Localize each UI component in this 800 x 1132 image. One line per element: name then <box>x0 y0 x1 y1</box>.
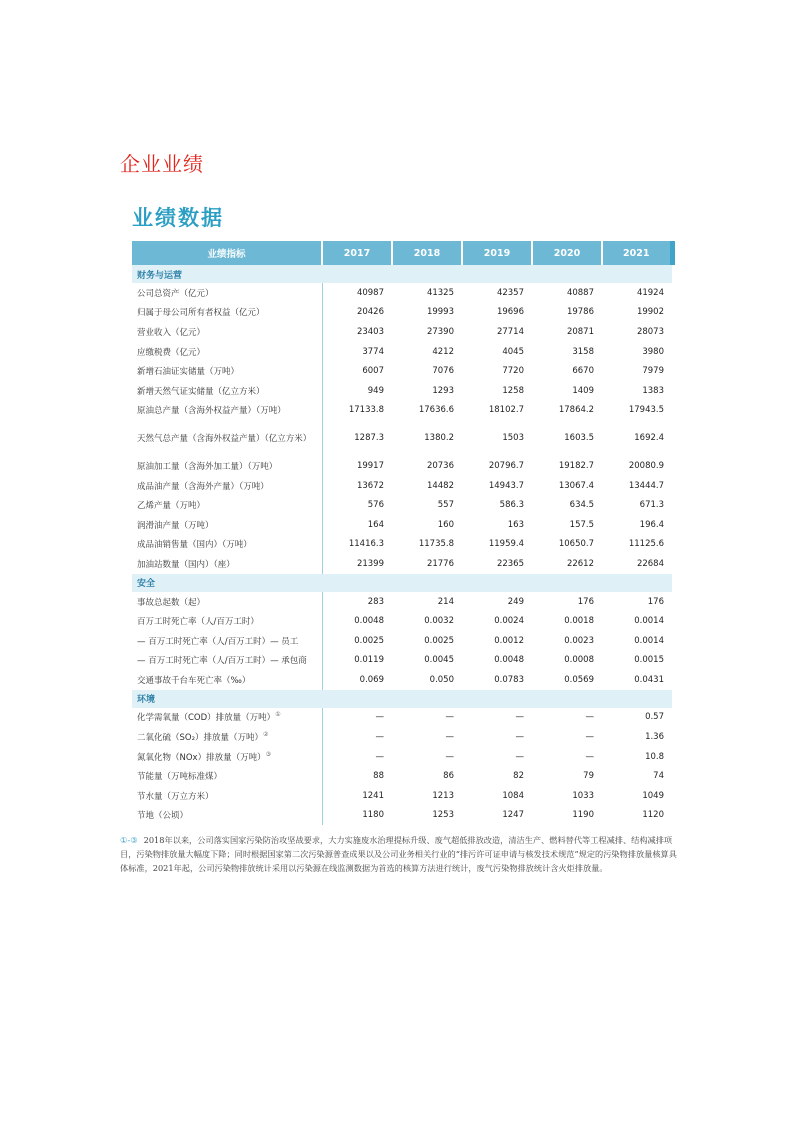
row-label <box>132 401 322 421</box>
table-row <box>132 515 672 535</box>
header-year-2019: 2019 <box>462 241 532 265</box>
table-row <box>132 476 672 496</box>
table-row <box>132 283 672 303</box>
value-cell: 0.0783 <box>494 674 524 685</box>
value-cell: 0.050 <box>429 674 454 685</box>
header-indicator: 业绩指标 <box>132 241 322 265</box>
value-cell: 0.57 <box>645 712 664 723</box>
row-label-text: 营业收入（亿元） <box>137 327 206 338</box>
table-row <box>132 786 672 806</box>
row-label-text: 事故总起数（起） <box>137 597 206 608</box>
row-label-text: 润滑油产量（万吨） <box>137 520 214 531</box>
value-cell: 86 <box>443 771 454 782</box>
value-cell: 1409 <box>572 385 594 396</box>
value-cell: 3774 <box>322 342 392 362</box>
table-row <box>132 766 672 786</box>
performance-table <box>132 241 675 825</box>
value-cell: 157.5 <box>569 519 594 530</box>
value-cell: 1380.2 <box>424 433 454 444</box>
value-cell: 20796.7 <box>488 460 524 471</box>
row-label-text: 归属于母公司所有者权益（亿元） <box>137 308 265 319</box>
value-cell: 14943.7 <box>488 480 524 491</box>
value-cell: 0.0018 <box>564 616 594 627</box>
value-cell: 11416.3 <box>322 535 392 555</box>
value-cell: 23403 <box>322 322 392 342</box>
value-cell: 7979 <box>642 366 664 377</box>
value-cell: 0.0048 <box>322 611 392 631</box>
footnote-ref: ① <box>275 711 281 719</box>
value-cell: 1253 <box>432 810 454 821</box>
value-cell: 1287.3 <box>322 420 392 456</box>
value-cell: 0.0025 <box>322 631 392 651</box>
value-cell: 1383 <box>642 385 664 396</box>
page-heading: 企业业绩 <box>120 152 204 176</box>
value-cell: — <box>515 732 524 743</box>
table-row <box>132 747 672 767</box>
row-label-text: 天然气总产量（含海外权益产量）（亿立方米） <box>137 434 312 445</box>
value-cell: 19902 <box>636 307 664 318</box>
value-cell: 3158 <box>572 346 594 357</box>
row-label <box>132 727 322 747</box>
value-cell: — <box>515 712 524 723</box>
value-cell: — <box>445 751 454 762</box>
value-cell: 1120 <box>642 810 664 821</box>
footnote-ref: ③ <box>265 750 271 758</box>
value-cell: 0.0024 <box>494 616 524 627</box>
table-row <box>132 401 672 421</box>
value-cell: 1241 <box>322 786 392 806</box>
table-row <box>132 495 672 515</box>
value-cell: 1.36 <box>645 732 664 743</box>
row-label-text: 成品油销售量（国内）（万吨） <box>137 540 252 551</box>
value-cell: 27390 <box>426 326 454 337</box>
value-cell: 0.0431 <box>634 674 664 685</box>
value-cell: 22365 <box>496 558 524 569</box>
value-cell: 6007 <box>322 361 392 381</box>
row-label-text: 成品油产量（含海外产量）（万吨） <box>137 481 269 492</box>
row-label <box>132 342 322 362</box>
section-row <box>132 265 672 283</box>
row-label <box>132 631 322 651</box>
row-label <box>132 611 322 631</box>
table-body <box>132 265 672 825</box>
row-label-text: 乙烯产量（万吨） <box>137 501 206 512</box>
value-cell: 1180 <box>322 806 392 826</box>
value-cell: 18102.7 <box>488 405 524 416</box>
row-label <box>132 361 322 381</box>
table-row <box>132 554 672 574</box>
value-cell: 1190 <box>572 810 594 821</box>
value-cell: 19696 <box>496 307 524 318</box>
value-cell: 0.0119 <box>322 651 392 671</box>
section-title: 安全 <box>132 574 672 592</box>
footnote-ref: ② <box>263 731 269 739</box>
value-cell: — <box>515 751 524 762</box>
value-cell: 1258 <box>502 385 524 396</box>
value-cell: 1247 <box>502 810 524 821</box>
value-cell: 19993 <box>426 307 454 318</box>
table-row <box>132 420 672 456</box>
value-cell: 7076 <box>432 366 454 377</box>
value-cell: 0.0025 <box>424 635 454 646</box>
table-row <box>132 631 672 651</box>
value-cell: 10.8 <box>645 751 664 762</box>
row-label <box>132 456 322 476</box>
value-cell: 6670 <box>572 366 594 377</box>
table-row <box>132 535 672 555</box>
row-label <box>132 420 322 456</box>
value-cell: 1293 <box>432 385 454 396</box>
value-cell: 160 <box>437 519 454 530</box>
header-year-2020: 2020 <box>532 241 602 265</box>
value-cell: 634.5 <box>569 500 594 511</box>
row-label-text: 二氧化硫（SO₂）排放量（万吨） <box>137 733 263 744</box>
value-cell: 163 <box>507 519 524 530</box>
value-cell: 13067.4 <box>558 480 594 491</box>
row-label-text: — 百万工时死亡率（人/百万工时）— 承包商 <box>137 656 307 667</box>
row-label <box>132 476 322 496</box>
value-cell: 82 <box>513 771 524 782</box>
row-label-text: 节地（公顷） <box>137 811 189 822</box>
value-cell: 13444.7 <box>628 480 664 491</box>
value-cell: 1503 <box>502 433 524 444</box>
value-cell: 0.0045 <box>424 655 454 666</box>
value-cell: 283 <box>322 592 392 612</box>
value-cell: 214 <box>437 596 454 607</box>
row-label <box>132 592 322 612</box>
row-label-text: 新增石油证实储量（万吨） <box>137 367 240 378</box>
footnote <box>120 833 680 875</box>
row-label <box>132 322 322 342</box>
value-cell: 0.0569 <box>564 674 594 685</box>
value-cell: 20080.9 <box>628 460 664 471</box>
value-cell: 11735.8 <box>418 539 454 550</box>
table-row <box>132 361 672 381</box>
value-cell: 22612 <box>566 558 594 569</box>
value-cell: 7720 <box>502 366 524 377</box>
table-row <box>132 303 672 323</box>
value-cell: 949 <box>322 381 392 401</box>
value-cell: 0.0014 <box>634 616 664 627</box>
value-cell: 1084 <box>502 790 524 801</box>
row-label-text: 原油总产量（含海外权益产量）（万吨） <box>137 406 286 417</box>
row-label-text: 节水量（万立方米） <box>137 791 214 802</box>
header-year-2021: 2021 <box>602 241 672 265</box>
footnote-marker: ①-③ <box>120 835 138 845</box>
table-row <box>132 342 672 362</box>
row-label <box>132 381 322 401</box>
value-cell: 586.3 <box>499 500 524 511</box>
value-cell: 40987 <box>322 283 392 303</box>
value-cell: 0.0008 <box>564 655 594 666</box>
value-cell: 42357 <box>496 287 524 298</box>
section-row <box>132 690 672 708</box>
table-header-row <box>132 241 672 265</box>
section-title: 环境 <box>132 690 672 708</box>
value-cell: 576 <box>322 495 392 515</box>
value-cell: 0.0015 <box>634 655 664 666</box>
row-label <box>132 495 322 515</box>
table-row <box>132 806 672 826</box>
table-row <box>132 670 672 690</box>
value-cell: 0.0048 <box>494 655 524 666</box>
value-cell: 1049 <box>642 790 664 801</box>
value-cell: 17943.5 <box>628 405 664 416</box>
table-row <box>132 727 672 747</box>
table-row <box>132 611 672 631</box>
value-cell: 0.0012 <box>494 635 524 646</box>
header-year-2018: 2018 <box>392 241 462 265</box>
value-cell: — <box>585 712 594 723</box>
row-label <box>132 554 322 574</box>
row-label <box>132 651 322 671</box>
value-cell: 671.3 <box>639 500 664 511</box>
row-label <box>132 670 322 690</box>
row-label-text: 应缴税费（亿元） <box>137 347 206 358</box>
header-year-2017: 2017 <box>322 241 392 265</box>
value-cell: 27714 <box>496 326 524 337</box>
value-cell: 164 <box>322 515 392 535</box>
value-cell: 557 <box>437 500 454 511</box>
table-row <box>132 381 672 401</box>
value-cell: 19917 <box>322 456 392 476</box>
value-cell: 17133.8 <box>322 401 392 421</box>
footnote-text: 2018年以来，公司落实国家污染防治攻坚战要求，大力实施废水治理提标升级、废气超低排放改造，清洁生产、燃料替代等工程减排、结构减排项目，污染物排放量大幅度下降；同时根据国家第二次污染源普查成果以及公司业务相关行业的“排污许可证申请与核发技术规范”规定的污染物排放量核算具体标准，2021年起，公司污染物排放统计采用以污染源在线监测数据为首选的核算方法进行统计，废气污染物排放统计含火炬排放量。 <box>120 835 677 873</box>
table-row <box>132 456 672 476</box>
value-cell: — <box>322 708 392 728</box>
value-cell: 176 <box>577 596 594 607</box>
table-row <box>132 322 672 342</box>
row-label <box>132 515 322 535</box>
table-row <box>132 708 672 728</box>
value-cell: 22684 <box>636 558 664 569</box>
value-cell: 249 <box>507 596 524 607</box>
value-cell: 11959.4 <box>488 539 524 550</box>
row-label-text: — 百万工时死亡率（人/百万工时）— 员工 <box>137 636 299 647</box>
value-cell: 10650.7 <box>558 539 594 550</box>
value-cell: 4045 <box>502 346 524 357</box>
value-cell: — <box>585 732 594 743</box>
value-cell: 88 <box>322 766 392 786</box>
row-label <box>132 283 322 303</box>
table-row <box>132 592 672 612</box>
value-cell: — <box>445 732 454 743</box>
value-cell: 20736 <box>426 460 454 471</box>
section-title: 财务与运营 <box>132 265 672 283</box>
value-cell: 79 <box>583 771 594 782</box>
value-cell: 0.0023 <box>564 635 594 646</box>
row-label <box>132 303 322 323</box>
table-row <box>132 651 672 671</box>
value-cell: 17864.2 <box>558 405 594 416</box>
value-cell: 176 <box>647 596 664 607</box>
value-cell: 13672 <box>322 476 392 496</box>
row-label-text: 新增天然气证实储量（亿立方米） <box>137 386 265 397</box>
value-cell: 3980 <box>642 346 664 357</box>
value-cell: — <box>322 727 392 747</box>
value-cell: 14482 <box>426 480 454 491</box>
value-cell: — <box>322 747 392 767</box>
row-label-text: 原油加工量（含海外加工量）（万吨） <box>137 461 278 472</box>
value-cell: 21399 <box>322 554 392 574</box>
row-label-text: 加油站数量（国内）（座） <box>137 559 235 570</box>
page-subtitle: 业绩数据 <box>132 206 224 230</box>
row-label <box>132 786 322 806</box>
section-row <box>132 574 672 592</box>
row-label-text: 交通事故千台车死亡率（‰） <box>137 675 251 686</box>
value-cell: 17636.6 <box>418 405 454 416</box>
value-cell: 11125.6 <box>628 539 664 550</box>
value-cell: 74 <box>653 771 664 782</box>
value-cell: 19786 <box>566 307 594 318</box>
value-cell: 28073 <box>636 326 664 337</box>
value-cell: 19182.7 <box>558 460 594 471</box>
row-label-text: 氮氧化物（NOx）排放量（万吨） <box>137 752 266 763</box>
value-cell: 21776 <box>426 558 454 569</box>
value-cell: 41924 <box>636 287 664 298</box>
value-cell: 196.4 <box>639 519 664 530</box>
row-label <box>132 806 322 826</box>
value-cell: 1603.5 <box>564 433 594 444</box>
value-cell: 0.069 <box>322 670 392 690</box>
value-cell: 0.0032 <box>424 616 454 627</box>
value-cell: 20871 <box>566 326 594 337</box>
row-label <box>132 766 322 786</box>
value-cell: — <box>585 751 594 762</box>
value-cell: 41325 <box>426 287 454 298</box>
row-label-text: 节能量（万吨标准煤） <box>137 772 223 783</box>
row-label-text: 化学需氧量（COD）排放量（万吨） <box>137 713 276 724</box>
row-label-text: 公司总资产（亿元） <box>137 288 214 299</box>
value-cell: 1033 <box>572 790 594 801</box>
value-cell: 1692.4 <box>634 433 664 444</box>
value-cell: — <box>445 712 454 723</box>
row-label-text: 百万工时死亡率（人/百万工时） <box>137 617 259 628</box>
row-label <box>132 535 322 555</box>
value-cell: 0.0014 <box>634 635 664 646</box>
value-cell: 40887 <box>566 287 594 298</box>
value-cell: 1213 <box>432 790 454 801</box>
value-cell: 4212 <box>432 346 454 357</box>
value-cell: 20426 <box>322 303 392 323</box>
row-label <box>132 708 322 728</box>
row-label <box>132 747 322 767</box>
